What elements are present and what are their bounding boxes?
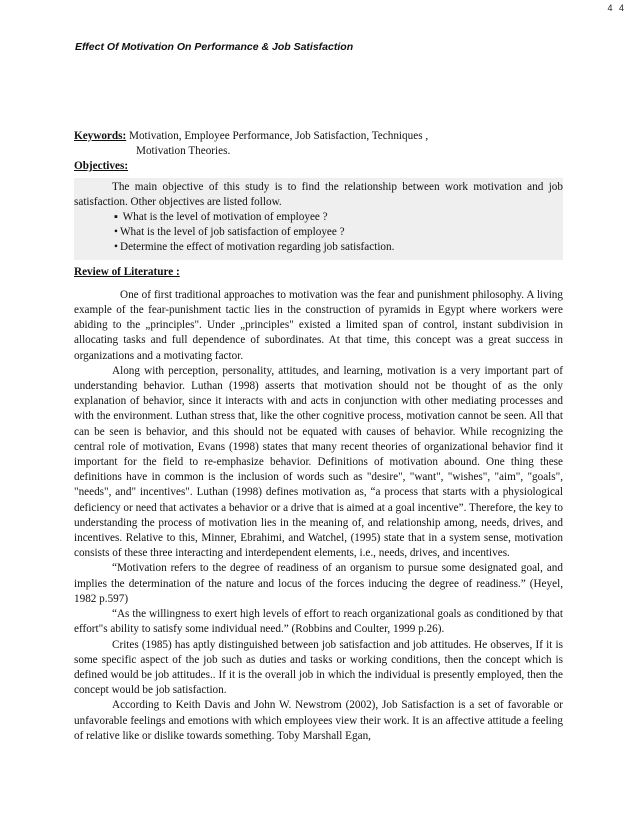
- keywords-text: Motivation, Employee Performance, Job Satisfaction, Techniques ,: [129, 130, 429, 142]
- objectives-intro: The main objective of this study is to find the relationship between work motivation and job satisfaction. Other objectives are listed follow.: [74, 180, 563, 208]
- bullet-icon: •: [114, 241, 118, 254]
- objective-item: [114, 210, 563, 225]
- review-paragraph: Crites (1985) has aptly distinguished between job satisfaction and job attitudes. He observes, If it is some specific aspect of the job such as duties and tasks or working conditions, then the concept which is defined would be job attitudes.. If it is the overall job in which the individual is presently employed, then the concept would be job satisfaction.: [74, 638, 563, 697]
- objective-text: Determine the effect of motivation regarding job satisfaction.: [120, 241, 395, 254]
- review-paragraph: Along with perception, personality, attitudes, and learning, motivation is a very important part of understanding behavior. Luthan (1998) asserts that motivation should not be thought of as the only explanation of behavior, since it interacts with and acts in conjunction with other mediating processes and with the environment. Luthan stress that, like the other cognitive process, motivation cannot be seen. All that can be seen is behavior, and this should not be equated with causes of behavior. While recognizing the central role of motivation, Evans (1998) states that many recent theories of organizational behavior find it important for the field to re-emphasize behavior. Definitions of motivation abound. One thing these definitions have in common is the inclusion of words such as "desire", "want", "wishes", "aim", "goals", "needs", and" incentives". Luthan (1998) defines motivation as, “a process that starts with a physiological deficiency or need that activates a behavior or a drive that is aimed at a goal incentive”. Therefore, the key to understanding the process of motivation lies in the meaning of, and relationship among, needs, drives, and incentives. Relative to this, Minner, Ebrahimi, and Watchel, (1995) state that in a system sense, motivation consists of these three interacting and interdependent elements, i.e., needs, drives, and incentives.: [74, 364, 563, 560]
- review-paragraph: “As the willingness to exert high levels of effort to reach organizational goals as conditioned by that effort"s ability to satisfy some individual need.” (Robbins and Coulter, 1999 p.26).: [74, 608, 563, 636]
- page-number: 4 4: [607, 3, 626, 13]
- objectives-box: [74, 178, 563, 260]
- keywords-continued: Motivation Theories.: [136, 145, 231, 158]
- objective-item: [114, 225, 563, 240]
- square-bullet-icon: ▪: [114, 211, 118, 224]
- review-heading: Review of Literature :: [74, 265, 180, 278]
- objective-text: What is the level of motivation of employee ?: [122, 211, 328, 224]
- review-paragraph: According to Keith Davis and John W. Newstrom (2002), Job Satisfaction is a set of favorable or unfavorable feelings and emotions with which employees view their work. It is an affective attitude a feeling of relative like or dislike towards something. Toby Marshall Egan,: [74, 699, 563, 742]
- objective-item: [114, 240, 563, 255]
- keywords-label: Keywords:: [74, 130, 127, 142]
- review-paragraph: One of first traditional approaches to motivation was the fear and punishment philosophy. A living example of the fear-punishment tactic lies in the construction of pyramids in Egypt where workers were abiding to the „principles". Under „principles" existed a limited span of control, instant subdivision in allocating tasks and full dependence of subordinates. At that time, this concept was a great success in organizations and a motivating factor.: [74, 288, 563, 362]
- bullet-icon: •: [114, 226, 118, 239]
- keywords-line: [74, 129, 563, 144]
- objective-text: What is the level of job satisfaction of employee ?: [120, 226, 345, 239]
- objectives-list: [74, 210, 563, 256]
- running-head: Effect Of Motivation On Performance & Job Satisfaction: [75, 41, 354, 53]
- document-body: [74, 129, 563, 744]
- objectives-heading: Objectives:: [74, 160, 129, 173]
- review-paragraph: “Motivation refers to the degree of readiness of an organism to pursue some designated goal, and implies the determination of the nature and locus of the forces inducing the degree of readiness.” (Heyel, 1982 p.597): [74, 562, 563, 605]
